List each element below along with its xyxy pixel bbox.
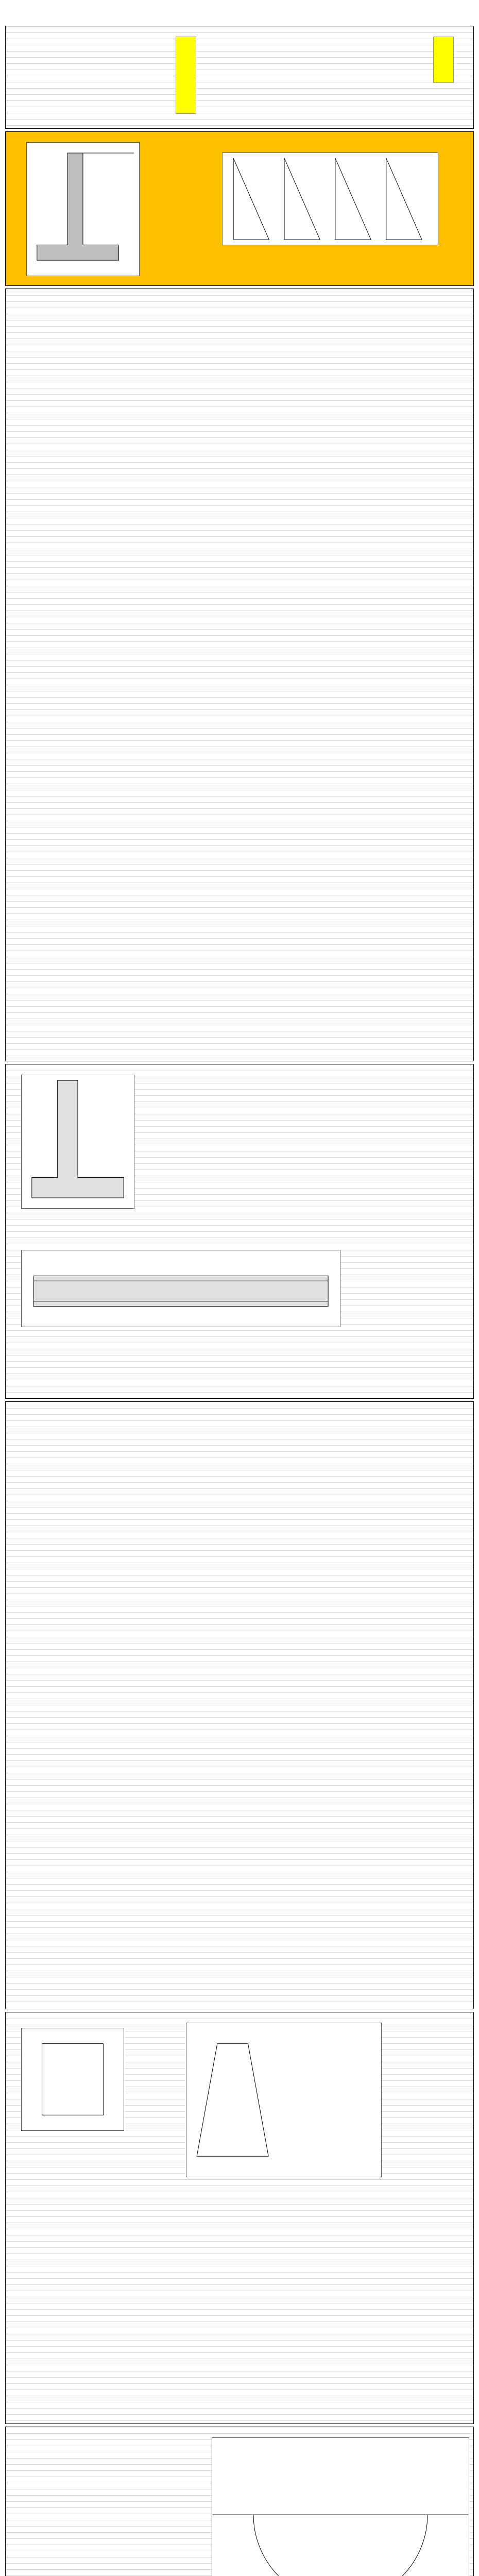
input-cells-column[interactable] bbox=[176, 37, 196, 114]
slip-circle-block bbox=[5, 2427, 474, 2576]
retaining-wall-diagram-block bbox=[5, 131, 474, 286]
calculation-text-block-1 bbox=[5, 289, 474, 1061]
stability-diagram-sketch bbox=[186, 2023, 382, 2177]
retaining-wall-sketch bbox=[26, 142, 140, 276]
stability-diagram-drawing bbox=[186, 2023, 381, 2177]
retaining-wall-drawing bbox=[27, 143, 139, 276]
pressure-diagrams-sketch bbox=[222, 152, 438, 245]
reinforcement-section-block bbox=[5, 1064, 474, 1399]
sheet-title bbox=[0, 3, 479, 14]
footing-reinforcement-drawing bbox=[22, 1250, 340, 1327]
pressure-diagrams-drawing bbox=[223, 153, 438, 245]
calculation-text-block-2 bbox=[5, 1401, 474, 2009]
section-detail-drawing bbox=[22, 2028, 124, 2130]
footing-reinforcement-sketch bbox=[21, 1250, 340, 1327]
input-parameters-block bbox=[5, 26, 474, 129]
wall-section-sketch bbox=[21, 1075, 134, 1209]
slip-circle-sketch bbox=[212, 2437, 469, 2576]
input-cells-column-right[interactable] bbox=[433, 37, 454, 83]
slip-circle-drawing bbox=[212, 2438, 469, 2576]
wall-section-drawing bbox=[22, 1075, 134, 1208]
section-detail-sketch bbox=[21, 2028, 124, 2131]
sheet-subtitle bbox=[0, 14, 479, 22]
section-check-block bbox=[5, 2012, 474, 2424]
